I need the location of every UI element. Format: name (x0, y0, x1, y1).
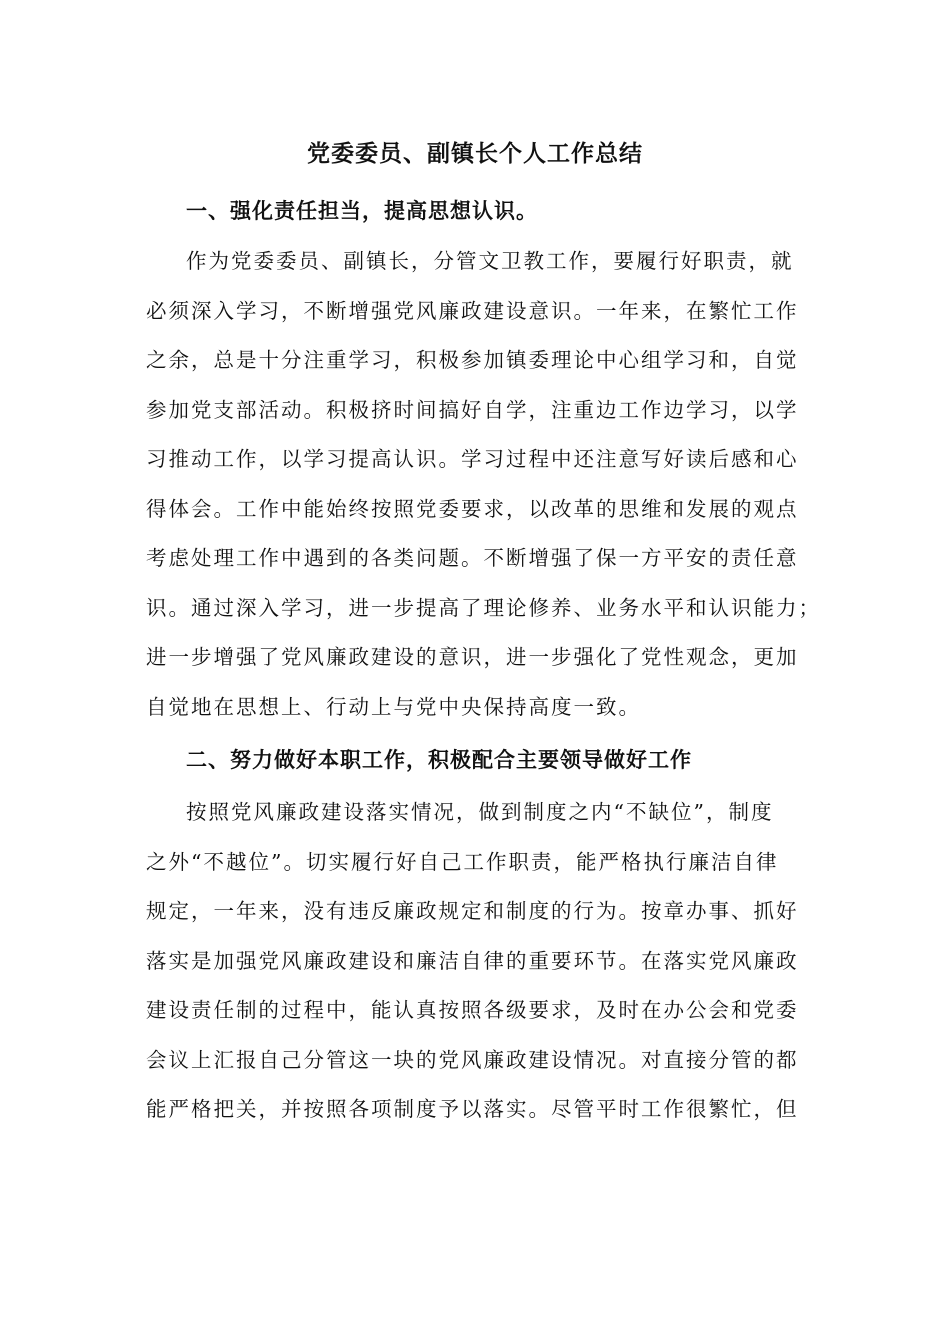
paragraph-line: 规定，一年来，没有违反廉政规定和制度的行为。按章办事、抓好 (146, 899, 799, 923)
paragraph-line: 必须深入学习，不断增强党风廉政建设意识。一年来，在繁忙工作 (146, 298, 799, 323)
paragraph-line: 建设责任制的过程中，能认真按照各级要求，及时在办公会和党委 (146, 998, 799, 1022)
paragraph-line: 考虑处理工作中遇到的各类问题。不断增强了保一方平安的责任意 (146, 546, 799, 570)
paragraph-line: 之余，总是十分注重学习，积极参加镇委理论中心组学习和，自觉 (146, 348, 799, 372)
section-1-paragraph (146, 246, 821, 741)
section-2-paragraph (146, 797, 806, 1144)
paragraph-line: 自觉地在思想上、行动上与党中央保持高度一致。 (146, 694, 641, 719)
paragraph-line: 之外“不越位”。切实履行好自己工作职责，能严格执行廉洁自律 (146, 849, 779, 874)
paragraph-line: 识。通过深入学习，进一步提高了理论修养、业务水平和认识能力； (146, 595, 821, 620)
paragraph-line: 按照党风廉政建设落实情况，做到制度之内“不缺位”，制度 (186, 800, 774, 824)
paragraph-line: 习推动工作，以学习提高认识。学习过程中还注意写好读后感和心 (146, 447, 799, 471)
paragraph-line: 作为党委委员、副镇长，分管文卫教工作，要履行好职责，就 (186, 249, 794, 273)
paragraph-line: 得体会。工作中能始终按照党委要求，以改革的思维和发展的观点 (146, 496, 799, 521)
section-2-heading: 二、努力做好本职工作，积极配合主要领导做好工作 (186, 747, 692, 772)
section-1-heading: 一、强化责任担当，提高思想认识。 (186, 198, 538, 223)
paragraph-line: 落实是加强党风廉政建设和廉洁自律的重要环节。在落实党风廉政 (146, 948, 799, 973)
paragraph-line: 会议上汇报自己分管这一块的党风廉政建设情况。对直接分管的都 (146, 1047, 799, 1072)
paragraph-line: 参加党支部活动。积极挤时间搞好自学，注重边工作边学习，以学 (146, 397, 799, 422)
paragraph-line: 能严格把关，并按照各项制度予以落实。尽管平时工作很繁忙，但 (146, 1097, 799, 1121)
paragraph-line: 进一步增强了党风廉政建设的意识，进一步强化了党性观念，更加 (146, 645, 799, 669)
document-title: 党委委员、副镇长个人工作总结 (307, 140, 643, 167)
